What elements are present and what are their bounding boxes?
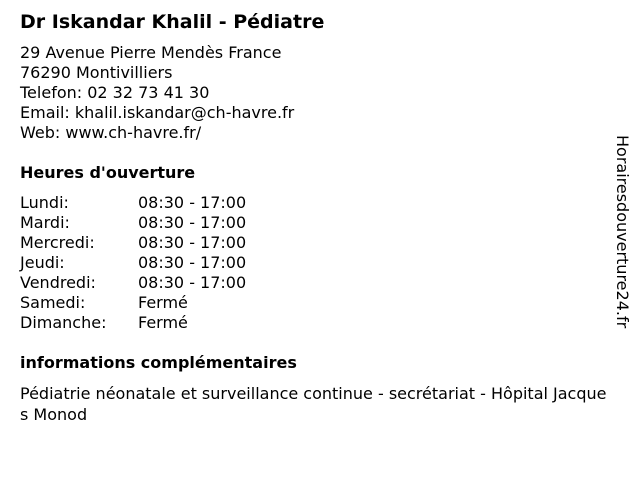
hours-row-thursday: [20, 253, 246, 273]
day-label: Lundi:: [20, 193, 69, 212]
hours-row-tuesday: [20, 213, 246, 233]
hours-row-sunday: [20, 313, 246, 333]
hours-value: 08:30 - 17:00: [138, 233, 247, 252]
hours-value: 08:30 - 17:00: [138, 193, 247, 212]
day-label: Mardi:: [20, 213, 70, 232]
day-label: Mercredi:: [20, 233, 95, 252]
website: Web: www.ch-havre.fr/: [20, 123, 202, 142]
brand-watermark: Horairesdouverture24.fr: [613, 135, 632, 329]
hours-value: 08:30 - 17:00: [138, 273, 247, 292]
hours-row-friday: [20, 273, 246, 293]
hours-value: 08:30 - 17:00: [138, 213, 247, 232]
email-address: Email: khalil.iskandar@ch-havre.fr: [20, 103, 295, 122]
hours-value: Fermé: [138, 313, 188, 332]
page-title: Dr Iskandar Khalil - Pédiatre: [20, 11, 325, 33]
address-street: 29 Avenue Pierre Mendès France: [20, 43, 282, 62]
day-label: Samedi:: [20, 293, 86, 312]
contact-block: [20, 43, 294, 143]
phone-number: Telefon: 02 32 73 41 30: [20, 83, 210, 102]
address-city: 76290 Montivilliers: [20, 63, 173, 82]
extra-info-heading: informations complémentaires: [20, 353, 297, 372]
hours-row-wednesday: [20, 233, 246, 253]
hours-value: 08:30 - 17:00: [138, 253, 247, 272]
hours-heading: Heures d'ouverture: [20, 163, 196, 182]
hours-table: [20, 193, 246, 333]
hours-value: Fermé: [138, 293, 188, 312]
hours-row-monday: [20, 193, 246, 213]
day-label: Jeudi:: [20, 253, 65, 272]
day-label: Dimanche:: [20, 313, 107, 332]
extra-info-text: Pédiatrie néonatale et surveillance continue - secrétariat - Hôpital Jacques Monod: [20, 384, 607, 424]
day-label: Vendredi:: [20, 273, 96, 292]
hours-row-saturday: [20, 293, 246, 313]
